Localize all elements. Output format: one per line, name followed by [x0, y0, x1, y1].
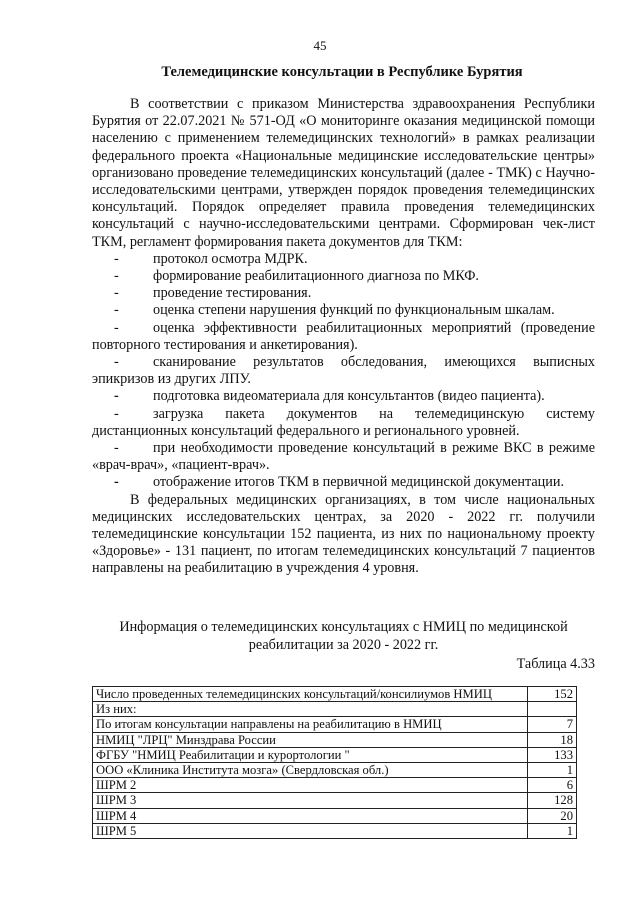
- row-label: Число проведенных телемедицинских консультаций/консилиумов НМИЦ: [93, 687, 528, 702]
- row-label: Из них:: [93, 702, 528, 717]
- table-row: [93, 778, 577, 793]
- table-row: [93, 732, 577, 747]
- table-number: Таблица 4.33: [516, 656, 595, 672]
- list-dash: -: [114, 319, 119, 336]
- row-label: ООО «Клиника Института мозга» (Свердловская обл.): [93, 763, 528, 778]
- row-label: ФГБУ "НМИЦ Реабилитации и курортологии ": [93, 747, 528, 762]
- row-value: 20: [528, 808, 577, 823]
- row-value: 128: [528, 793, 577, 808]
- table-row: [93, 793, 577, 808]
- table-row: [93, 823, 577, 838]
- list-dash: -: [114, 405, 119, 422]
- row-label: ШРМ 4: [93, 808, 528, 823]
- checklist-text: проведение тестирования.: [153, 285, 312, 302]
- page-number: 45: [313, 38, 327, 53]
- checklist-text: отображение итогов ТКМ в первичной медицинской документации.: [153, 474, 564, 491]
- intro-paragraph: В соответствии с приказом Министерства здравоохранения Республики Бурятия от 22.07.2021 № 571-ОД «О мониторинге оказания медицинской помощи населению с применением телемедицинских технологий» в рамках реализации федерального проекта «Национальные медицинские исследовательские центры» организовано проведение телемедицинских консультаций (далее - ТМК) с Научно-исследовательскими центрами, утвержден порядок проведения телемедицинских консультаций. Порядок определяет правила проведения телемедицинских консультаций с научно-исследовательскими центрами. Сформирован чек-лист ТКМ, регламент формирования пакета документов для ТКМ:: [92, 96, 595, 250]
- row-value: 7: [528, 717, 577, 732]
- row-value: 18: [528, 732, 577, 747]
- summary-paragraph: В федеральных медицинских организациях, в том числе национальных медицинских исследовательских центрах, за 2020 - 2022 гг. получили телемедицинские консультации 152 пациента, из них по национальному проекту «Здоровье» - 131 пациент, по итогам телемедицинских консультаций 7 пациентов направлены на реабилитацию в учреждения 4 уровня.: [92, 491, 595, 577]
- row-label: ШРМ 5: [93, 823, 528, 838]
- checklist-item: [92, 354, 595, 388]
- checklist-text: оценка эффективности реабилитационных мероприятий (проведение повторного тестирования и анкетирования).: [92, 319, 595, 353]
- checklist-item: [92, 320, 595, 354]
- table-row: [93, 687, 577, 702]
- section-heading: Телемедицинские консультации в Республике Бурятия: [161, 64, 523, 80]
- checklist-item: [92, 251, 595, 268]
- checklist-text: загрузка пакета документов на телемедицинскую систему дистанционных консультаций федерального и регионального уровней.: [92, 405, 595, 439]
- list-dash: -: [114, 250, 119, 267]
- row-value: 1: [528, 763, 577, 778]
- document-body: [92, 96, 595, 578]
- table-row: [93, 763, 577, 778]
- checklist-item: [92, 474, 595, 491]
- checklist-text: формирование реабилитационного диагноза по МКФ.: [153, 268, 479, 285]
- row-label: ШРМ 3: [93, 793, 528, 808]
- checklist-text: протокол осмотра МДРК.: [153, 250, 308, 267]
- row-label: По итогам консультации направлены на реабилитацию в НМИЦ: [93, 717, 528, 732]
- list-dash: -: [114, 440, 119, 457]
- row-label: НМИЦ "ЛРЦ" Минздрава России: [93, 732, 528, 747]
- checklist-text: при необходимости проведение консультаций в режиме ВКС в режиме «врач-врач», «пациент-врач».: [92, 440, 595, 474]
- list-dash: -: [114, 268, 119, 285]
- consultations-table: [92, 686, 577, 839]
- row-label: ШРМ 2: [93, 778, 528, 793]
- list-dash: -: [114, 474, 119, 491]
- checklist-item: [92, 406, 595, 440]
- checklist-item: [92, 285, 595, 302]
- row-value: 133: [528, 747, 577, 762]
- table-row: [93, 808, 577, 823]
- list-dash: -: [114, 285, 119, 302]
- list-dash: -: [114, 388, 119, 405]
- table-row: [93, 702, 577, 717]
- row-value: [528, 702, 577, 717]
- table-caption: Информация о телемедицинских консультациях с НМИЦ по медицинской реабилитации за 2020 - 2022 гг.: [119, 619, 568, 653]
- checklist-item: [92, 388, 595, 405]
- list-dash: -: [114, 354, 119, 371]
- table-row: [93, 747, 577, 762]
- list-dash: -: [114, 302, 119, 319]
- row-value: 6: [528, 778, 577, 793]
- checklist-item: [92, 302, 595, 319]
- checklist-item: [92, 268, 595, 285]
- row-value: 152: [528, 687, 577, 702]
- checklist-text: сканирование результатов обследования, имеющихся выписных эпикризов из других ЛПУ.: [92, 354, 595, 388]
- table-row: [93, 717, 577, 732]
- checklist-text: оценка степени нарушения функций по функциональным шкалам.: [153, 302, 555, 319]
- row-value: 1: [528, 823, 577, 838]
- checklist-text: подготовка видеоматериала для консультантов (видео пациента).: [153, 388, 545, 405]
- checklist-item: [92, 440, 595, 474]
